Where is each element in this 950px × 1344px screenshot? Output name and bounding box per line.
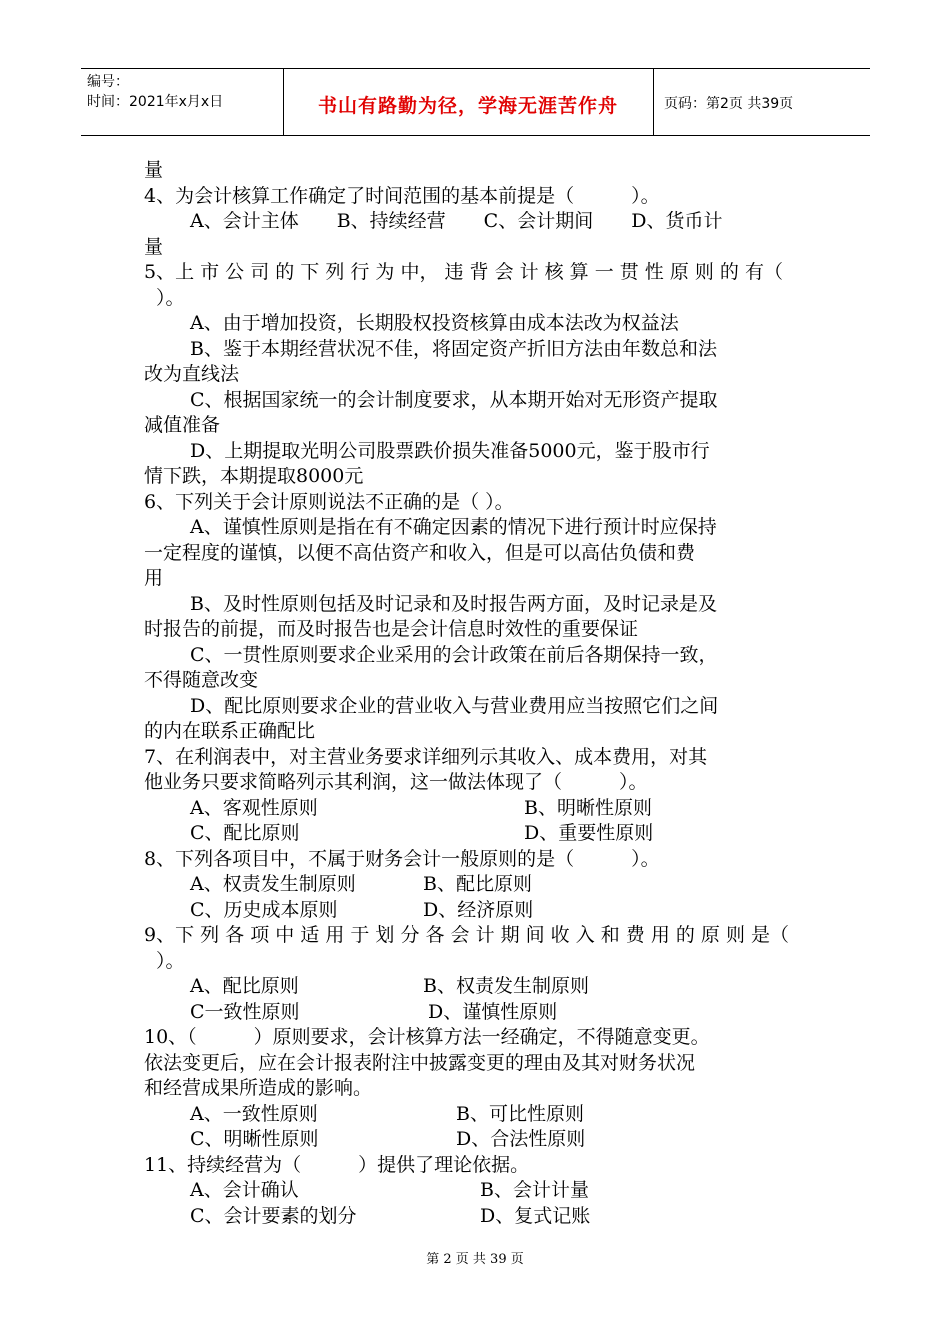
header-divider	[653, 69, 654, 135]
serial-label: 编号：	[87, 74, 129, 90]
text-line: 一定程度的谨慎，以便不高估资产和收入，但是可以高估负债和费	[144, 541, 696, 564]
q11-option-b: B、会计计量	[480, 1179, 589, 1201]
q8-option-d: D、经济原则	[423, 898, 534, 921]
question-7: 7、在利润表中，对主营业务要求详细列示其收入、成本费用，对其	[144, 745, 708, 768]
q7-option-d: D、重要性原则	[524, 822, 654, 844]
page-footer: 第 2 页 共 39 页	[426, 1252, 524, 1267]
text-line: 改为直线法	[144, 363, 240, 385]
q10-option-b: B、可比性原则	[456, 1102, 584, 1125]
question-9: 9、下 列 各 项 中 适 用 于 划 分 各 会 计 期 间 收 入 和 费 用 的 原 则 是（	[144, 924, 789, 946]
q9-option-d: D、谨慎性原则	[428, 1000, 558, 1023]
text-line: 情下跌，本期提取8000元	[144, 465, 364, 487]
text-line: 和经营成果所造成的影响。	[144, 1077, 373, 1099]
q7-option-a: A、客观性原则	[190, 796, 318, 819]
header-meta	[87, 72, 223, 112]
q8-option-a: A、权责发生制原则	[190, 873, 356, 895]
q6-option-a: A、谨慎性原则是指在有不确定因素的情况下进行预计时应保持	[190, 516, 717, 538]
q11-option-a: A、会计确认	[190, 1179, 299, 1201]
text-line: 他业务只要求简略列示其利润，这一做法体现了（ ）。	[144, 771, 648, 793]
time-label: 时间：2021年x月x日	[87, 94, 224, 110]
page-header	[81, 68, 870, 136]
text-line: ）。	[156, 949, 185, 972]
text-line: 用	[144, 567, 164, 589]
q9-options-row	[144, 1000, 809, 1026]
q8-options-row	[144, 872, 809, 898]
q4-options: A、会计主体 B、持续经营 C、会计期间 D、货币计	[190, 210, 723, 232]
q9-option-a: A、配比原则	[190, 975, 299, 997]
q9-option-c: C一致性原则	[190, 1000, 300, 1023]
q11-options-row	[144, 1204, 809, 1230]
q11-options-row	[144, 1178, 809, 1204]
document-body	[144, 158, 809, 1229]
question-8: 8、下列各项目中，不属于财务会计一般原则的是（ ）。	[144, 847, 660, 870]
q5-option-b: B、鉴于本期经营状况不佳，将固定资产折旧方法由年数总和法	[190, 337, 717, 360]
question-11: 11、持续经营为（ ）提供了理论依据。	[144, 1153, 530, 1176]
q7-options-row	[144, 796, 809, 822]
q11-option-c: C、会计要素的划分	[190, 1204, 357, 1227]
q10-option-d: D、合法性原则	[456, 1128, 586, 1150]
q5-option-c: C、根据国家统一的会计制度要求，从本期开始对无形资产提取	[190, 388, 718, 411]
text-line: 量	[144, 159, 164, 181]
q7-option-c: C、配比原则	[190, 822, 300, 844]
question-10: 10、（ ）原则要求，会计核算方法一经确定，不得随意变更。	[144, 1026, 710, 1048]
text-line: 量	[144, 235, 164, 258]
q10-option-c: C、明晰性原则	[190, 1128, 319, 1150]
text-line: 不得随意改变	[144, 669, 259, 691]
text-line: 时报告的前提，而及时报告也是会计信息时效性的重要保证	[144, 618, 639, 640]
q6-option-b: B、及时性原则包括及时记录和及时报告两方面，及时记录是及	[190, 592, 717, 615]
text-line: 依法变更后，应在会计报表附注中披露变更的理由及其对财务状况	[144, 1051, 696, 1074]
q9-options-row	[144, 974, 809, 1000]
question-4: 4、为会计核算工作确定了时间范围的基本前提是（ ）。	[144, 184, 660, 207]
text-line: ）。	[156, 286, 185, 309]
q9-option-b: B、权责发生制原则	[423, 975, 589, 997]
text-line: 减值准备	[144, 414, 221, 436]
q10-option-a: A、一致性原则	[190, 1102, 318, 1125]
q7-options-row	[144, 821, 809, 847]
page-info: 页码：第2页 共39页	[664, 96, 794, 112]
q5-option-a: A、由于增加投资，长期股权投资核算由成本法改为权益法	[190, 312, 679, 334]
q10-options-row	[144, 1127, 809, 1153]
q8-option-c: C、历史成本原则	[190, 898, 338, 921]
question-6: 6、下列关于会计原则说法不正确的是（ ）。	[144, 490, 514, 513]
q11-option-d: D、复式记账	[480, 1204, 591, 1227]
q8-option-b: B、配比原则	[423, 873, 532, 895]
q7-option-b: B、明晰性原则	[524, 796, 652, 819]
text-line: 的内在联系正确配比	[144, 720, 316, 742]
q8-options-row	[144, 898, 809, 924]
q5-option-d: D、上期提取光明公司股票跌价损失准备5000元，鉴于股市行	[190, 439, 710, 462]
q6-option-c: C、一贯性原则要求企业采用的会计政策在前后各期保持一致，	[190, 643, 718, 666]
q10-options-row	[144, 1102, 809, 1128]
q6-option-d: D、配比原则要求企业的营业收入与营业费用应当按照它们之间	[190, 694, 719, 717]
header-motto: 书山有路勤为径，学海无涯苦作舟	[317, 95, 618, 117]
question-5: 5、上 市 公 司 的 下 列 行 为 中， 违 背 会 计 核 算 一 贯 性 原 则 的 有（	[144, 261, 783, 283]
